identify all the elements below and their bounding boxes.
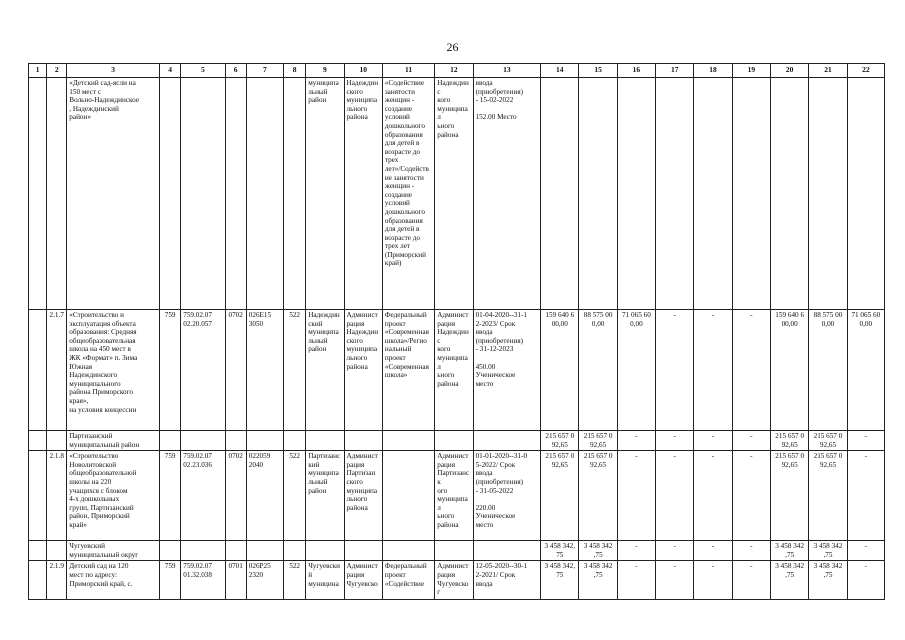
- table-cell: 215 657 0 92,65: [541, 431, 579, 451]
- table-cell: Партизанский муниципальный район: [67, 431, 160, 451]
- table-cell: -: [617, 451, 655, 541]
- column-header: 5: [181, 64, 225, 78]
- table-cell: [732, 78, 770, 310]
- table-row: [29, 451, 885, 541]
- column-header: 11: [382, 64, 434, 78]
- table-cell: -: [656, 541, 694, 561]
- table-cell: 88 575 00 0,00: [579, 310, 617, 431]
- table-cell: [617, 78, 655, 310]
- table-cell: Админист рация Партизан ского муниципа льного района: [344, 451, 382, 541]
- column-header: 9: [306, 64, 344, 78]
- budget-table: [28, 63, 885, 600]
- table-cell: 215 657 0 92,65: [541, 451, 579, 541]
- table-cell: [225, 431, 246, 451]
- table-cell: [225, 541, 246, 561]
- column-header: 22: [847, 64, 884, 78]
- table-cell: 215 657 0 92,65: [809, 431, 847, 451]
- table-cell: Админист рация Надеждин ского муниципа льного района: [344, 310, 382, 431]
- table-cell: 026Е15 3050: [246, 310, 283, 431]
- table-cell: [225, 78, 246, 310]
- table-cell: 215 657 0 92,65: [771, 431, 809, 451]
- table-cell: 215 657 0 92,65: [771, 451, 809, 541]
- table-cell: 3 458 342 ,75: [579, 541, 617, 561]
- table-cell: [181, 431, 225, 451]
- table-cell: 71 065 60 0,00: [847, 310, 884, 431]
- table-row: [29, 541, 885, 561]
- page-number: 26: [446, 40, 459, 54]
- table-cell: 3 458 342 ,75: [809, 561, 847, 600]
- header-row: [29, 64, 885, 78]
- table-cell: [579, 78, 617, 310]
- table-cell: [246, 541, 283, 561]
- table-cell: 522: [284, 451, 306, 541]
- table-cell: -: [732, 451, 770, 541]
- table-cell: -: [656, 451, 694, 541]
- table-cell: -: [694, 451, 732, 541]
- table-cell: -: [732, 561, 770, 600]
- table-cell: -: [847, 431, 884, 451]
- table-cell: 759.02.07 01.32.038: [181, 561, 225, 600]
- table-cell: Надеждинс кого муниципал ьного района: [435, 78, 473, 310]
- table-cell: [435, 431, 473, 451]
- table-cell: [47, 541, 67, 561]
- table-cell: [181, 541, 225, 561]
- column-header: 2: [47, 64, 67, 78]
- table-cell: [847, 78, 884, 310]
- table-cell: 01-01-2020--31-0 5-2022/ Срок ввода (приобретения) - 31-05-2022 220.00 Ученическое место: [473, 451, 541, 541]
- table-cell: 3 458 342, 75: [541, 541, 579, 561]
- table-cell: -: [694, 310, 732, 431]
- table-cell: -: [847, 541, 884, 561]
- table-cell: [29, 541, 47, 561]
- table-cell: -: [694, 541, 732, 561]
- table-cell: [284, 431, 306, 451]
- column-header: 8: [284, 64, 306, 78]
- table-cell: 12-05-2020--30-1 2-2021/ Срок ввода: [473, 561, 541, 600]
- table-cell: 2.1.7: [47, 310, 67, 431]
- table-cell: 2.1.8: [47, 451, 67, 541]
- table-cell: Чугуевски й муницина: [306, 561, 344, 600]
- column-header: 14: [541, 64, 579, 78]
- table-cell: 215 657 0 92,65: [579, 431, 617, 451]
- table-cell: 215 657 0 92,65: [809, 451, 847, 541]
- table-cell: 759: [160, 310, 181, 431]
- column-header: 17: [656, 64, 694, 78]
- table-cell: -: [732, 431, 770, 451]
- table-cell: [344, 431, 382, 451]
- column-header: 7: [246, 64, 283, 78]
- table-cell: [306, 541, 344, 561]
- table-cell: 522: [284, 310, 306, 431]
- table-cell: Чугуевский муниципальный округ: [67, 541, 160, 561]
- table-cell: -: [617, 541, 655, 561]
- table-cell: 3 458 342 ,75: [579, 561, 617, 600]
- table-row: [29, 78, 885, 310]
- column-header: 15: [579, 64, 617, 78]
- table-cell: 0702: [225, 310, 246, 431]
- column-header: 21: [809, 64, 847, 78]
- table-cell: «Детский сад-ясли на 150 мест с Вольно-Надеждинское , Надеждинский район»: [67, 78, 160, 310]
- table-cell: [181, 78, 225, 310]
- table-cell: -: [732, 310, 770, 431]
- table-cell: 022059 2040: [246, 451, 283, 541]
- table-cell: [29, 431, 47, 451]
- table-cell: 3 458 342 ,75: [809, 541, 847, 561]
- table-cell: [809, 78, 847, 310]
- column-header: 6: [225, 64, 246, 78]
- table-cell: 215 657 0 92,65: [579, 451, 617, 541]
- table-cell: [344, 541, 382, 561]
- table-cell: [306, 431, 344, 451]
- table-row: [29, 310, 885, 431]
- table-cell: -: [694, 431, 732, 451]
- table-cell: [246, 431, 283, 451]
- table-cell: -: [656, 561, 694, 600]
- table-cell: -: [617, 561, 655, 600]
- table-cell: -: [847, 451, 884, 541]
- column-header: 20: [771, 64, 809, 78]
- table-cell: 522: [284, 561, 306, 600]
- table-cell: «Содействие занятости женщин - создание условий дошкольного образования для детей в возрасте до трех лет»/Содейств ие занятости женщин - создание условий дошкольного образования для детей в возрасте до трех лет (Приморский край): [382, 78, 434, 310]
- table-cell: ввода (приобретения) - 15-02-2022 152.00 Место: [473, 78, 541, 310]
- table-cell: 0702: [225, 451, 246, 541]
- table-cell: [694, 78, 732, 310]
- table-cell: [435, 541, 473, 561]
- table-cell: -: [732, 541, 770, 561]
- table-cell: 026Р25 2320: [246, 561, 283, 600]
- table-cell: [160, 78, 181, 310]
- table-cell: Админист рация Чугуевско: [344, 561, 382, 600]
- table-cell: 759: [160, 561, 181, 600]
- table-cell: -: [617, 431, 655, 451]
- table-cell: 3 458 342 ,75: [771, 541, 809, 561]
- table-cell: Надеждин ский муниципа льный район: [306, 310, 344, 431]
- table-cell: [473, 541, 541, 561]
- table-cell: 88 575 00 0,00: [809, 310, 847, 431]
- table-cell: [382, 451, 434, 541]
- table-cell: [284, 541, 306, 561]
- table-cell: -: [694, 561, 732, 600]
- table-row: [29, 431, 885, 451]
- table-cell: -: [656, 431, 694, 451]
- table-cell: [656, 78, 694, 310]
- column-header: 1: [29, 64, 47, 78]
- table-cell: 159 640 6 00,00: [771, 310, 809, 431]
- table-cell: «Строительство Новолитовской общеобразовательной школы на 220 учащихся с блоком 4-х дошкольных групп, Партизанский район, Приморский край»: [67, 451, 160, 541]
- table-cell: [29, 78, 47, 310]
- table-cell: 71 065 60 0,00: [617, 310, 655, 431]
- table-cell: [29, 310, 47, 431]
- table-cell: [160, 541, 181, 561]
- table-cell: Федеральный проект «Современная школа»/Регио нальный проект «Современная школа»: [382, 310, 434, 431]
- table-cell: -: [656, 310, 694, 431]
- table-cell: Федеральный проект «Содействие: [382, 561, 434, 600]
- table-cell: 759.02.07 02.20.057: [181, 310, 225, 431]
- table-cell: [382, 541, 434, 561]
- table-cell: 159 640 6 00,00: [541, 310, 579, 431]
- column-header: 10: [344, 64, 382, 78]
- column-header: 12: [435, 64, 473, 78]
- table-cell: [246, 78, 283, 310]
- table-cell: Админист рация Надеждинс кого муниципал ьного района: [435, 310, 473, 431]
- table-cell: -: [847, 561, 884, 600]
- column-header: 19: [732, 64, 770, 78]
- column-header: 18: [694, 64, 732, 78]
- table-cell: Партизанс кий муниципа льный район: [306, 451, 344, 541]
- table-cell: 01-04-2020--31-1 2-2023/ Срок ввода (приобретения) - 31-12-2023 450.00 Ученическое место: [473, 310, 541, 431]
- table-cell: «Строительство и эксплуатация объекта образования: Средняя общеобразовательная школа на 450 мест в ЖК «Формат» п. Зима Южная Надеждинского муниципального района Приморского края», на условия концессии: [67, 310, 160, 431]
- table-cell: [473, 431, 541, 451]
- table-cell: 759.02.07 02.23.036: [181, 451, 225, 541]
- table-cell: Админист рация Партизанск ого муниципал ьного района: [435, 451, 473, 541]
- table-cell: 3 458 342, 75: [541, 561, 579, 600]
- table-cell: [771, 78, 809, 310]
- table-cell: [47, 78, 67, 310]
- table-cell: 3 458 342 ,75: [771, 561, 809, 600]
- table-cell: муниципа льный район: [306, 78, 344, 310]
- table-cell: Админист рация Чугуевског: [435, 561, 473, 600]
- table-cell: 0701: [225, 561, 246, 600]
- table-cell: Детский сад на 120 мест по адресу: Приморский край, с.: [67, 561, 160, 600]
- table-cell: [47, 431, 67, 451]
- table-cell: [29, 561, 47, 600]
- table-cell: [541, 78, 579, 310]
- table-cell: [382, 431, 434, 451]
- column-header: 3: [67, 64, 160, 78]
- table-cell: 759: [160, 451, 181, 541]
- table-cell: [284, 78, 306, 310]
- table-cell: 2.1.9: [47, 561, 67, 600]
- table-cell: [160, 431, 181, 451]
- column-header: 16: [617, 64, 655, 78]
- table-cell: Надеждин ского муниципа льного района: [344, 78, 382, 310]
- column-header: 4: [160, 64, 181, 78]
- table-cell: [29, 451, 47, 541]
- column-header: 13: [473, 64, 541, 78]
- table-row: [29, 561, 885, 600]
